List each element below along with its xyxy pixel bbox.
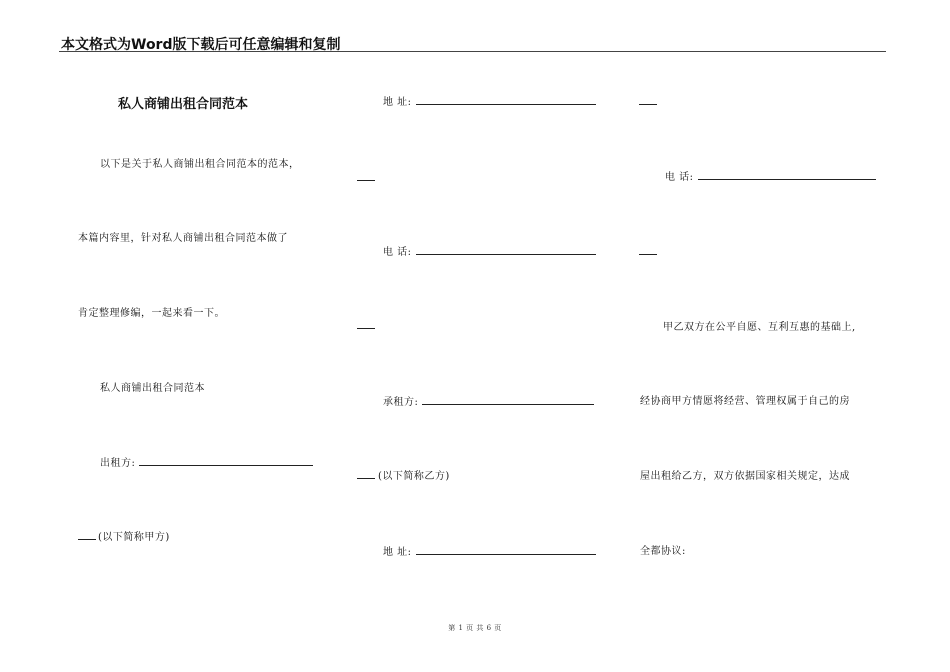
intro-line-3: 肯定整理修编，一起来看一下。 bbox=[78, 308, 225, 319]
address-label-2: 地 址: bbox=[383, 547, 412, 558]
phone-label-1: 电 话: bbox=[383, 247, 412, 258]
intro-line-1: 以下是关于私人商铺出租合同范本的范本， bbox=[100, 159, 300, 170]
col3-blank-2 bbox=[639, 254, 657, 255]
lessee-short-name: (以下简称乙方) bbox=[378, 471, 450, 482]
lessee-blank bbox=[422, 394, 594, 405]
intro-line-2: 本篇内容里，针对私人商铺出租合同范本做了 bbox=[78, 233, 288, 244]
lessee-row bbox=[383, 393, 594, 408]
document-header: 本文格式为Word版下载后可任意编辑和复制 bbox=[61, 37, 341, 53]
lessor-label: 出租方: bbox=[100, 458, 136, 469]
lessor-short-name: (以下简称甲方) bbox=[98, 532, 170, 543]
address-row-1 bbox=[383, 93, 596, 108]
address-blank-2 bbox=[416, 544, 596, 555]
contract-subtitle: 私人商铺出租合同范本 bbox=[100, 383, 205, 394]
phone-continuation-blank bbox=[357, 328, 375, 329]
lessee-short-blank bbox=[357, 478, 375, 479]
address-continuation-blank bbox=[357, 180, 375, 181]
agreement-line-3: 屋出租给乙方，双方依据国家相关规定，达成 bbox=[640, 471, 850, 482]
lessee-label: 承租方: bbox=[383, 397, 419, 408]
col3-blank-1 bbox=[639, 104, 657, 105]
header-divider bbox=[59, 51, 886, 52]
lessor-short-blank bbox=[78, 539, 96, 540]
phone-row-1 bbox=[383, 243, 596, 258]
address-row-2 bbox=[383, 543, 596, 558]
phone-label-2: 电 话: bbox=[665, 172, 694, 183]
phone-row-2 bbox=[665, 168, 876, 183]
document-title: 私人商铺出租合同范本 bbox=[118, 97, 249, 112]
address-blank-1 bbox=[416, 94, 596, 105]
lessor-blank bbox=[139, 455, 313, 466]
phone-blank-2 bbox=[698, 169, 876, 180]
address-label-1: 地 址: bbox=[383, 97, 412, 108]
page-number: 第 1 页 共 6 页 bbox=[448, 624, 502, 632]
agreement-line-2: 经协商甲方情愿将经营、管理权属于自己的房 bbox=[640, 396, 850, 407]
phone-blank-1 bbox=[416, 244, 596, 255]
agreement-line-4: 全都协议: bbox=[640, 546, 686, 557]
lessor-row bbox=[100, 454, 313, 469]
agreement-line-1: 甲乙双方在公平自愿、互利互惠的基础上, bbox=[663, 322, 856, 333]
